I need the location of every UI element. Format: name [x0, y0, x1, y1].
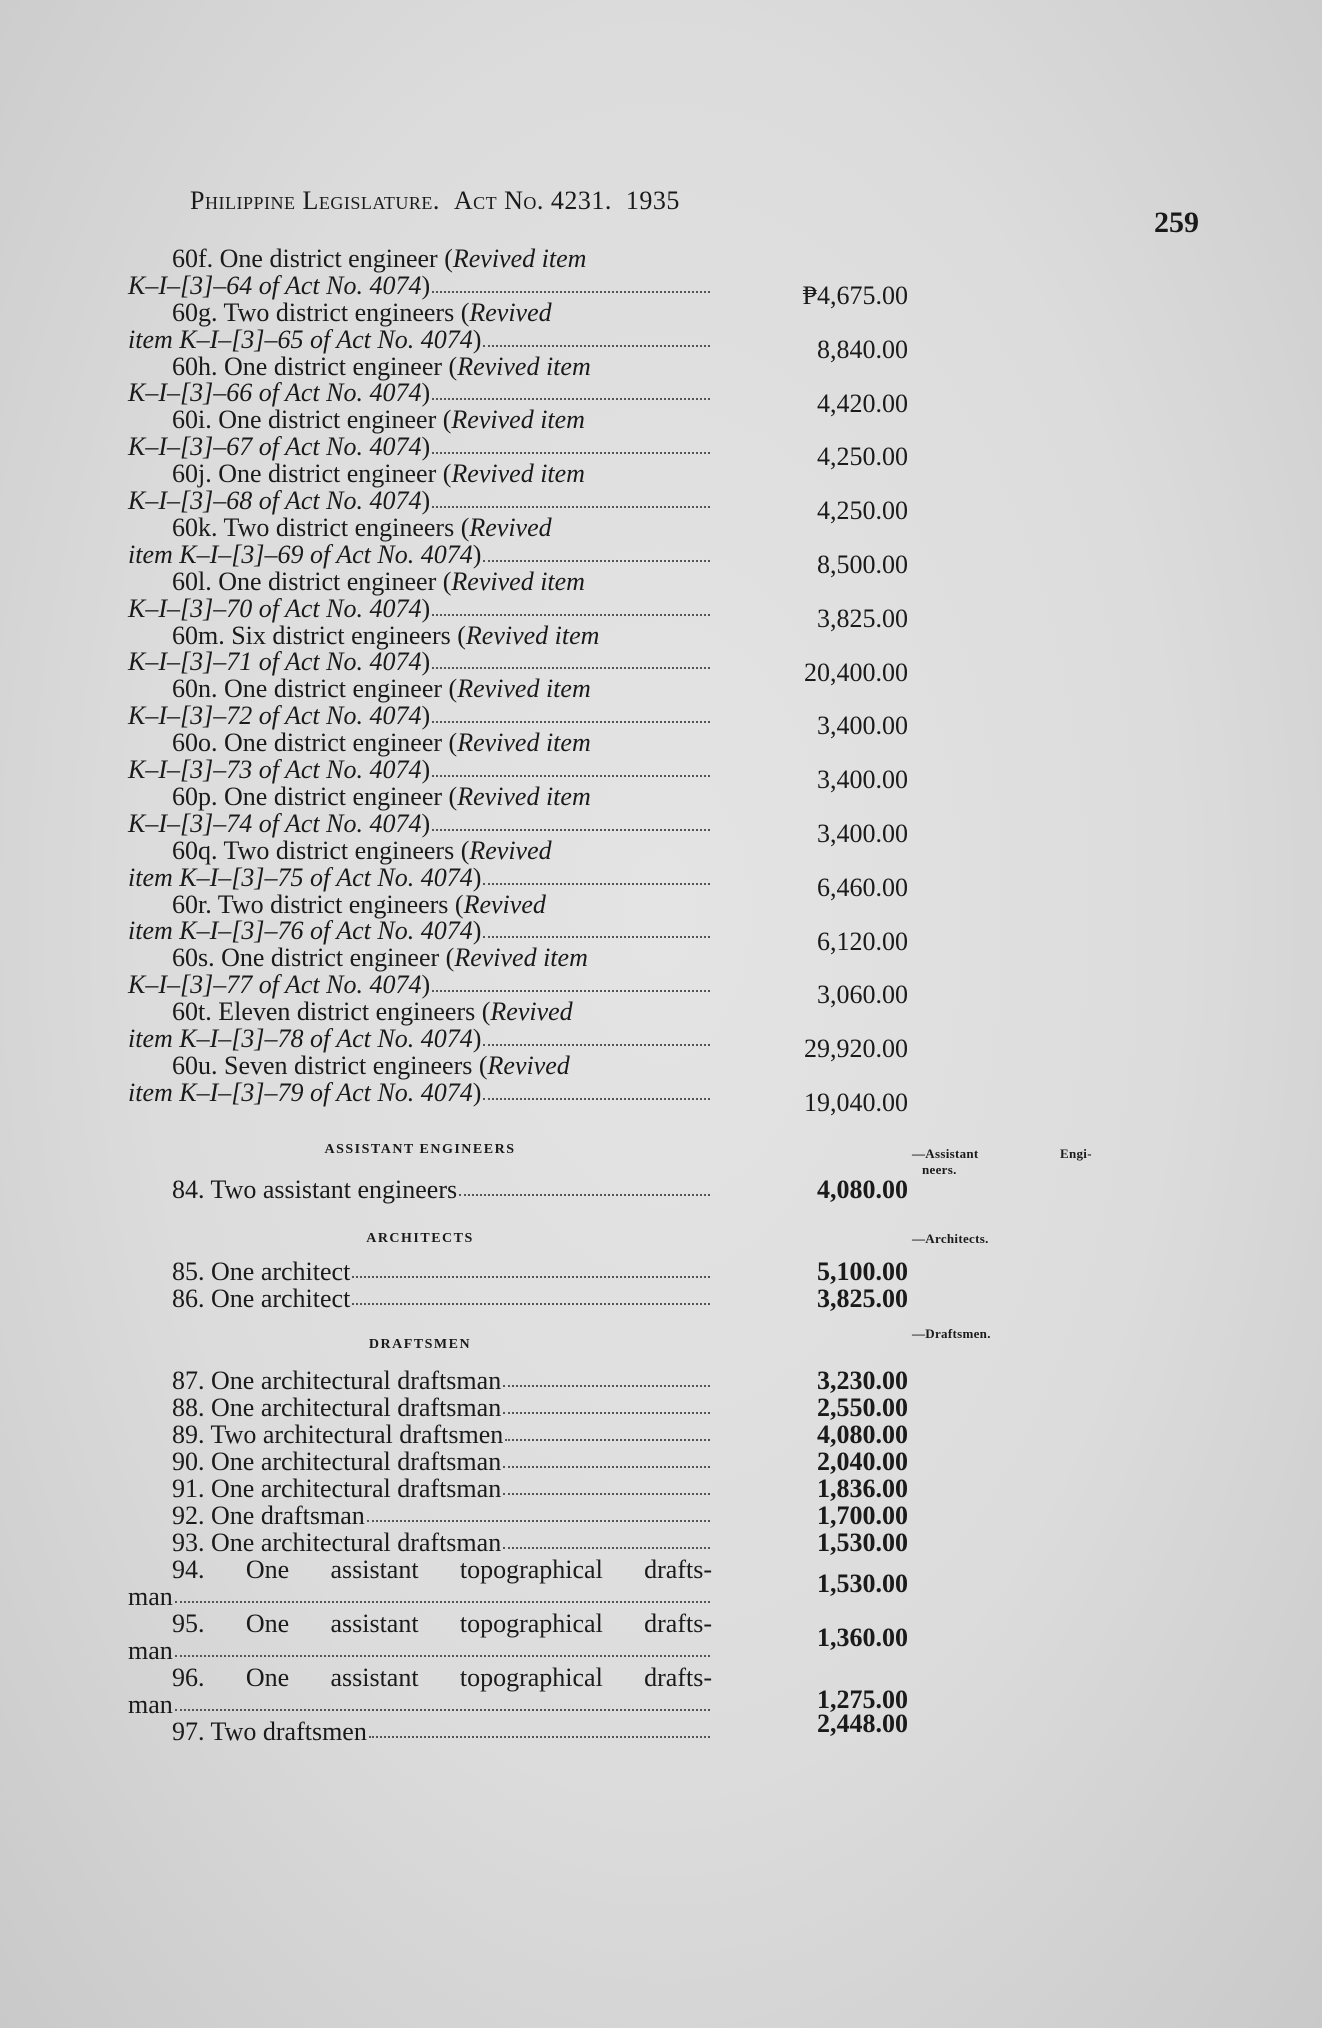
entry-citation: K–I–[3]–74 of Act No. 4074	[128, 808, 422, 838]
entry-italic: Revived	[463, 889, 546, 919]
entry-citation: item K–I–[3]–69 of Act No. 4074	[128, 539, 473, 569]
item-amount: 1,360.00	[817, 1623, 908, 1652]
list-item	[128, 566, 908, 633]
dot-leader	[432, 488, 710, 508]
entry-italic: Revived item	[457, 728, 591, 758]
dot-leader	[175, 1637, 710, 1657]
entry-citation: item K–I–[3]–76 of Act No. 4074	[128, 916, 473, 946]
item-word: assistant	[330, 1663, 419, 1692]
list-item	[128, 997, 908, 1064]
item-word: drafts-	[644, 1663, 712, 1692]
item-label: 92. One draftsman	[172, 1501, 365, 1530]
entry-citation: K–I–[3]–72 of Act No. 4074	[128, 701, 422, 731]
entry-amount: 19,040.00	[804, 1087, 908, 1117]
list-item	[128, 512, 908, 579]
entry-paren: )	[472, 324, 482, 354]
item-amount: 5,100.00	[817, 1257, 908, 1286]
entry-title: 60p. One district engineer (	[172, 781, 458, 811]
entry-amount: 8,500.00	[817, 549, 908, 579]
item-label-cont: man	[128, 1690, 173, 1719]
item-word: drafts-	[644, 1555, 712, 1584]
section-heading-assistant-engineers: ASSISTANT ENGINEERS	[324, 1142, 516, 1157]
entry-title: 60f. One district engineer (	[172, 244, 453, 273]
list-item	[128, 1709, 908, 1746]
margin-note-assistant-engineers-end: neers.	[922, 1162, 957, 1177]
item-amount: 2,448.00	[817, 1709, 908, 1738]
dot-leader	[503, 1475, 710, 1495]
dot-leader	[432, 972, 710, 992]
entry-title: 60l. One district engineer (	[172, 566, 452, 596]
entry-italic: Revived item	[454, 943, 588, 973]
entry-citation: item K–I–[3]–79 of Act No. 4074	[128, 1077, 473, 1107]
list-item	[128, 1610, 908, 1664]
item-label: 90. One architectural draftsman	[172, 1447, 502, 1476]
entry-paren: )	[472, 862, 482, 892]
entry-citation: K–I–[3]–67 of Act No. 4074	[128, 432, 422, 462]
entry-paren: )	[472, 539, 482, 569]
running-head-year: 1935	[625, 186, 680, 215]
item-label: 88. One architectural draftsman	[172, 1393, 502, 1422]
item-word: 94.	[172, 1555, 205, 1584]
dot-leader	[175, 1583, 710, 1603]
list-item	[128, 1367, 908, 1394]
dot-leader	[352, 1285, 710, 1305]
list-item	[128, 781, 908, 848]
dot-leader	[459, 1176, 710, 1196]
dot-leader	[432, 380, 710, 400]
list-item	[128, 405, 908, 472]
entry-title: 60k. Two district engineers (	[172, 512, 470, 542]
item-label: 93. One architectural draftsman	[172, 1528, 502, 1557]
entry-amount: 3,400.00	[817, 818, 908, 848]
entry-citation: K–I–[3]–66 of Act No. 4074	[128, 378, 422, 408]
item-word: 95.	[172, 1609, 205, 1638]
entry-title: 60s. One district engineer (	[172, 943, 455, 973]
entry-paren: )	[421, 970, 431, 1000]
dot-leader	[483, 542, 710, 562]
entry-title: 60t. Eleven district engineers (	[172, 997, 491, 1027]
item-label: 91. One architectural draftsman	[172, 1474, 502, 1503]
entry-paren: )	[421, 432, 431, 462]
item-amount: 3,230.00	[817, 1366, 908, 1395]
entry-italic: Revived	[490, 997, 573, 1027]
running-head-title: Philippine Legislature.	[190, 186, 440, 215]
list-item	[128, 889, 908, 956]
item-label: 84. Two assistant engineers	[172, 1175, 458, 1204]
list-item	[128, 1475, 908, 1502]
entry-amount: 4,250.00	[817, 442, 908, 472]
margin-note-draftsmen: —Draftsmen.	[912, 1326, 991, 1341]
item-word: topographical	[459, 1555, 603, 1584]
entry-citation: K–I–[3]–64 of Act No. 4074	[128, 270, 422, 300]
item-word: drafts-	[644, 1609, 712, 1638]
item-amount: 2,550.00	[817, 1393, 908, 1422]
entry-paren: )	[472, 916, 482, 946]
item-word: assistant	[330, 1609, 419, 1638]
entry-citation: K–I–[3]–70 of Act No. 4074	[128, 593, 422, 623]
entry-paren: )	[421, 701, 431, 731]
item-label: 97. Two draftsmen	[172, 1717, 367, 1746]
dot-leader	[483, 327, 710, 347]
item-amount: 1,836.00	[817, 1474, 908, 1503]
margin-note-architects: —Architects.	[912, 1231, 989, 1246]
dot-leader	[503, 1367, 710, 1387]
entry-italic: Revived item	[451, 566, 585, 596]
entry-amount: 20,400.00	[804, 657, 908, 687]
dot-leader	[432, 703, 710, 723]
entry-citation: K–I–[3]–68 of Act No. 4074	[128, 486, 422, 516]
entry-paren: )	[472, 1024, 482, 1054]
list-item	[128, 1502, 908, 1529]
entry-title: 60q. Two district engineers (	[172, 835, 470, 865]
item-amount: 1,275.00	[817, 1685, 908, 1714]
list-item	[128, 1394, 908, 1421]
entry-amount: 3,825.00	[817, 603, 908, 633]
item-label-cont: man	[128, 1582, 173, 1611]
entry-italic: Revived item	[457, 781, 591, 811]
section-heading-architects: ARCHITECTS	[366, 1231, 474, 1246]
entry-citation: K–I–[3]–71 of Act No. 4074	[128, 647, 422, 677]
margin-note-assistant-engineers-cont: Engi-	[1060, 1146, 1092, 1161]
entry-title: 60r. Two district engineers (	[172, 889, 464, 919]
entry-amount: 3,400.00	[817, 711, 908, 741]
entry-italic: Revived	[487, 1050, 570, 1080]
running-head-act: Act No. 4231.	[453, 186, 612, 215]
entry-title: 60i. One district engineer (	[172, 405, 452, 435]
item-label: 87. One architectural draftsman	[172, 1366, 502, 1395]
entry-amount: ₱4,675.00	[802, 281, 908, 310]
entry-title: 60m. Six district engineers (	[172, 620, 466, 650]
item-amount: 4,080.00	[817, 1175, 908, 1204]
list-item	[128, 1556, 908, 1610]
entry-italic: Revived item	[451, 459, 585, 489]
item-amount: 1,530.00	[817, 1569, 908, 1598]
item-amount: 3,825.00	[817, 1284, 908, 1313]
list-item	[128, 1176, 908, 1203]
running-head	[190, 186, 680, 216]
section-heading-draftsmen: DRAFTSMEN	[368, 1337, 472, 1352]
dot-leader	[432, 649, 710, 669]
list-item	[128, 674, 908, 741]
entry-italic: Revived item	[451, 405, 585, 435]
entry-paren: )	[421, 647, 431, 677]
page-number: 259	[1154, 206, 1199, 239]
item-label: 89. Two architectural draftsmen	[172, 1420, 504, 1449]
list-item	[128, 351, 908, 418]
district-engineer-items	[128, 244, 908, 1117]
dot-leader	[432, 757, 710, 777]
dot-leader	[505, 1421, 710, 1441]
item-word: topographical	[459, 1609, 603, 1638]
item-amount: 2,040.00	[817, 1447, 908, 1476]
dot-leader	[483, 1026, 710, 1046]
item-amount: 4,080.00	[817, 1420, 908, 1449]
item-word: assistant	[330, 1555, 419, 1584]
entry-title: 60n. One district engineer (	[172, 674, 458, 704]
entry-citation: item K–I–[3]–65 of Act No. 4074	[128, 324, 473, 354]
item-word: One	[245, 1663, 290, 1692]
dot-leader	[483, 1080, 710, 1100]
dot-leader	[369, 1718, 710, 1738]
entry-citation: K–I–[3]–73 of Act No. 4074	[128, 755, 422, 785]
entry-paren: )	[421, 808, 431, 838]
item-label: 85. One architect	[172, 1257, 351, 1286]
item-label: 86. One architect	[172, 1284, 351, 1313]
entry-paren: )	[472, 1077, 482, 1107]
list-item	[128, 1448, 908, 1475]
entry-italic: Revived	[469, 512, 552, 542]
list-item	[128, 459, 908, 526]
entry-paren: )	[421, 270, 431, 300]
dot-leader	[352, 1258, 710, 1278]
list-item	[128, 1285, 908, 1312]
entry-amount: 8,840.00	[817, 334, 908, 364]
list-item	[128, 1050, 908, 1117]
item-label-cont: man	[128, 1636, 173, 1665]
entry-italic: Revived	[469, 835, 552, 865]
entry-italic: Revived	[469, 297, 552, 327]
list-item	[128, 835, 908, 902]
entry-citation: item K–I–[3]–75 of Act No. 4074	[128, 862, 473, 892]
entry-paren: )	[421, 486, 431, 516]
dot-leader	[175, 1691, 710, 1711]
entry-amount: 3,400.00	[817, 765, 908, 795]
margin-note-assistant-engineers: —Assistant	[912, 1146, 979, 1161]
entry-title: 60g. Two district engineers (	[172, 297, 470, 327]
dot-leader	[432, 596, 710, 616]
dot-leader	[503, 1529, 710, 1549]
list-item	[128, 1529, 908, 1556]
entry-amount: 4,250.00	[817, 496, 908, 526]
entry-title: 60h. One district engineer (	[172, 351, 458, 381]
entry-citation: K–I–[3]–77 of Act No. 4074	[128, 970, 422, 1000]
list-item	[128, 728, 908, 795]
item-word: topographical	[459, 1663, 603, 1692]
list-item	[128, 943, 908, 1010]
dot-leader	[432, 434, 710, 454]
list-item	[128, 297, 908, 364]
dot-leader	[432, 273, 710, 293]
entry-italic: Revived item	[452, 244, 587, 273]
entry-amount: 6,460.00	[817, 872, 908, 902]
item-word: One	[245, 1609, 290, 1638]
entry-italic: Revived item	[457, 674, 591, 704]
entry-amount: 29,920.00	[804, 1034, 908, 1064]
entry-italic: Revived item	[465, 620, 600, 650]
dot-leader	[503, 1448, 710, 1468]
item-word: One	[245, 1555, 290, 1584]
entry-paren: )	[421, 593, 431, 623]
dot-leader	[432, 811, 710, 831]
entry-amount: 4,420.00	[817, 388, 908, 418]
entry-amount: 6,120.00	[817, 926, 908, 956]
entry-title: 60j. One district engineer (	[172, 459, 452, 489]
dot-leader	[483, 918, 710, 938]
list-item	[128, 1421, 908, 1448]
entry-paren: )	[421, 378, 431, 408]
entry-title: 60u. Seven district engineers (	[172, 1050, 488, 1080]
list-item	[128, 244, 908, 310]
dot-leader	[483, 865, 710, 885]
list-item	[128, 620, 908, 687]
dot-leader	[367, 1502, 710, 1522]
entry-title: 60o. One district engineer (	[172, 728, 458, 758]
dot-leader	[503, 1394, 710, 1414]
list-item	[128, 1258, 908, 1285]
item-word: 96.	[172, 1663, 205, 1692]
entry-italic: Revived item	[457, 351, 591, 381]
item-amount: 1,530.00	[817, 1528, 908, 1557]
entry-amount: 3,060.00	[817, 980, 908, 1010]
entry-paren: )	[421, 755, 431, 785]
item-amount: 1,700.00	[817, 1501, 908, 1530]
entry-citation: item K–I–[3]–78 of Act No. 4074	[128, 1024, 473, 1054]
